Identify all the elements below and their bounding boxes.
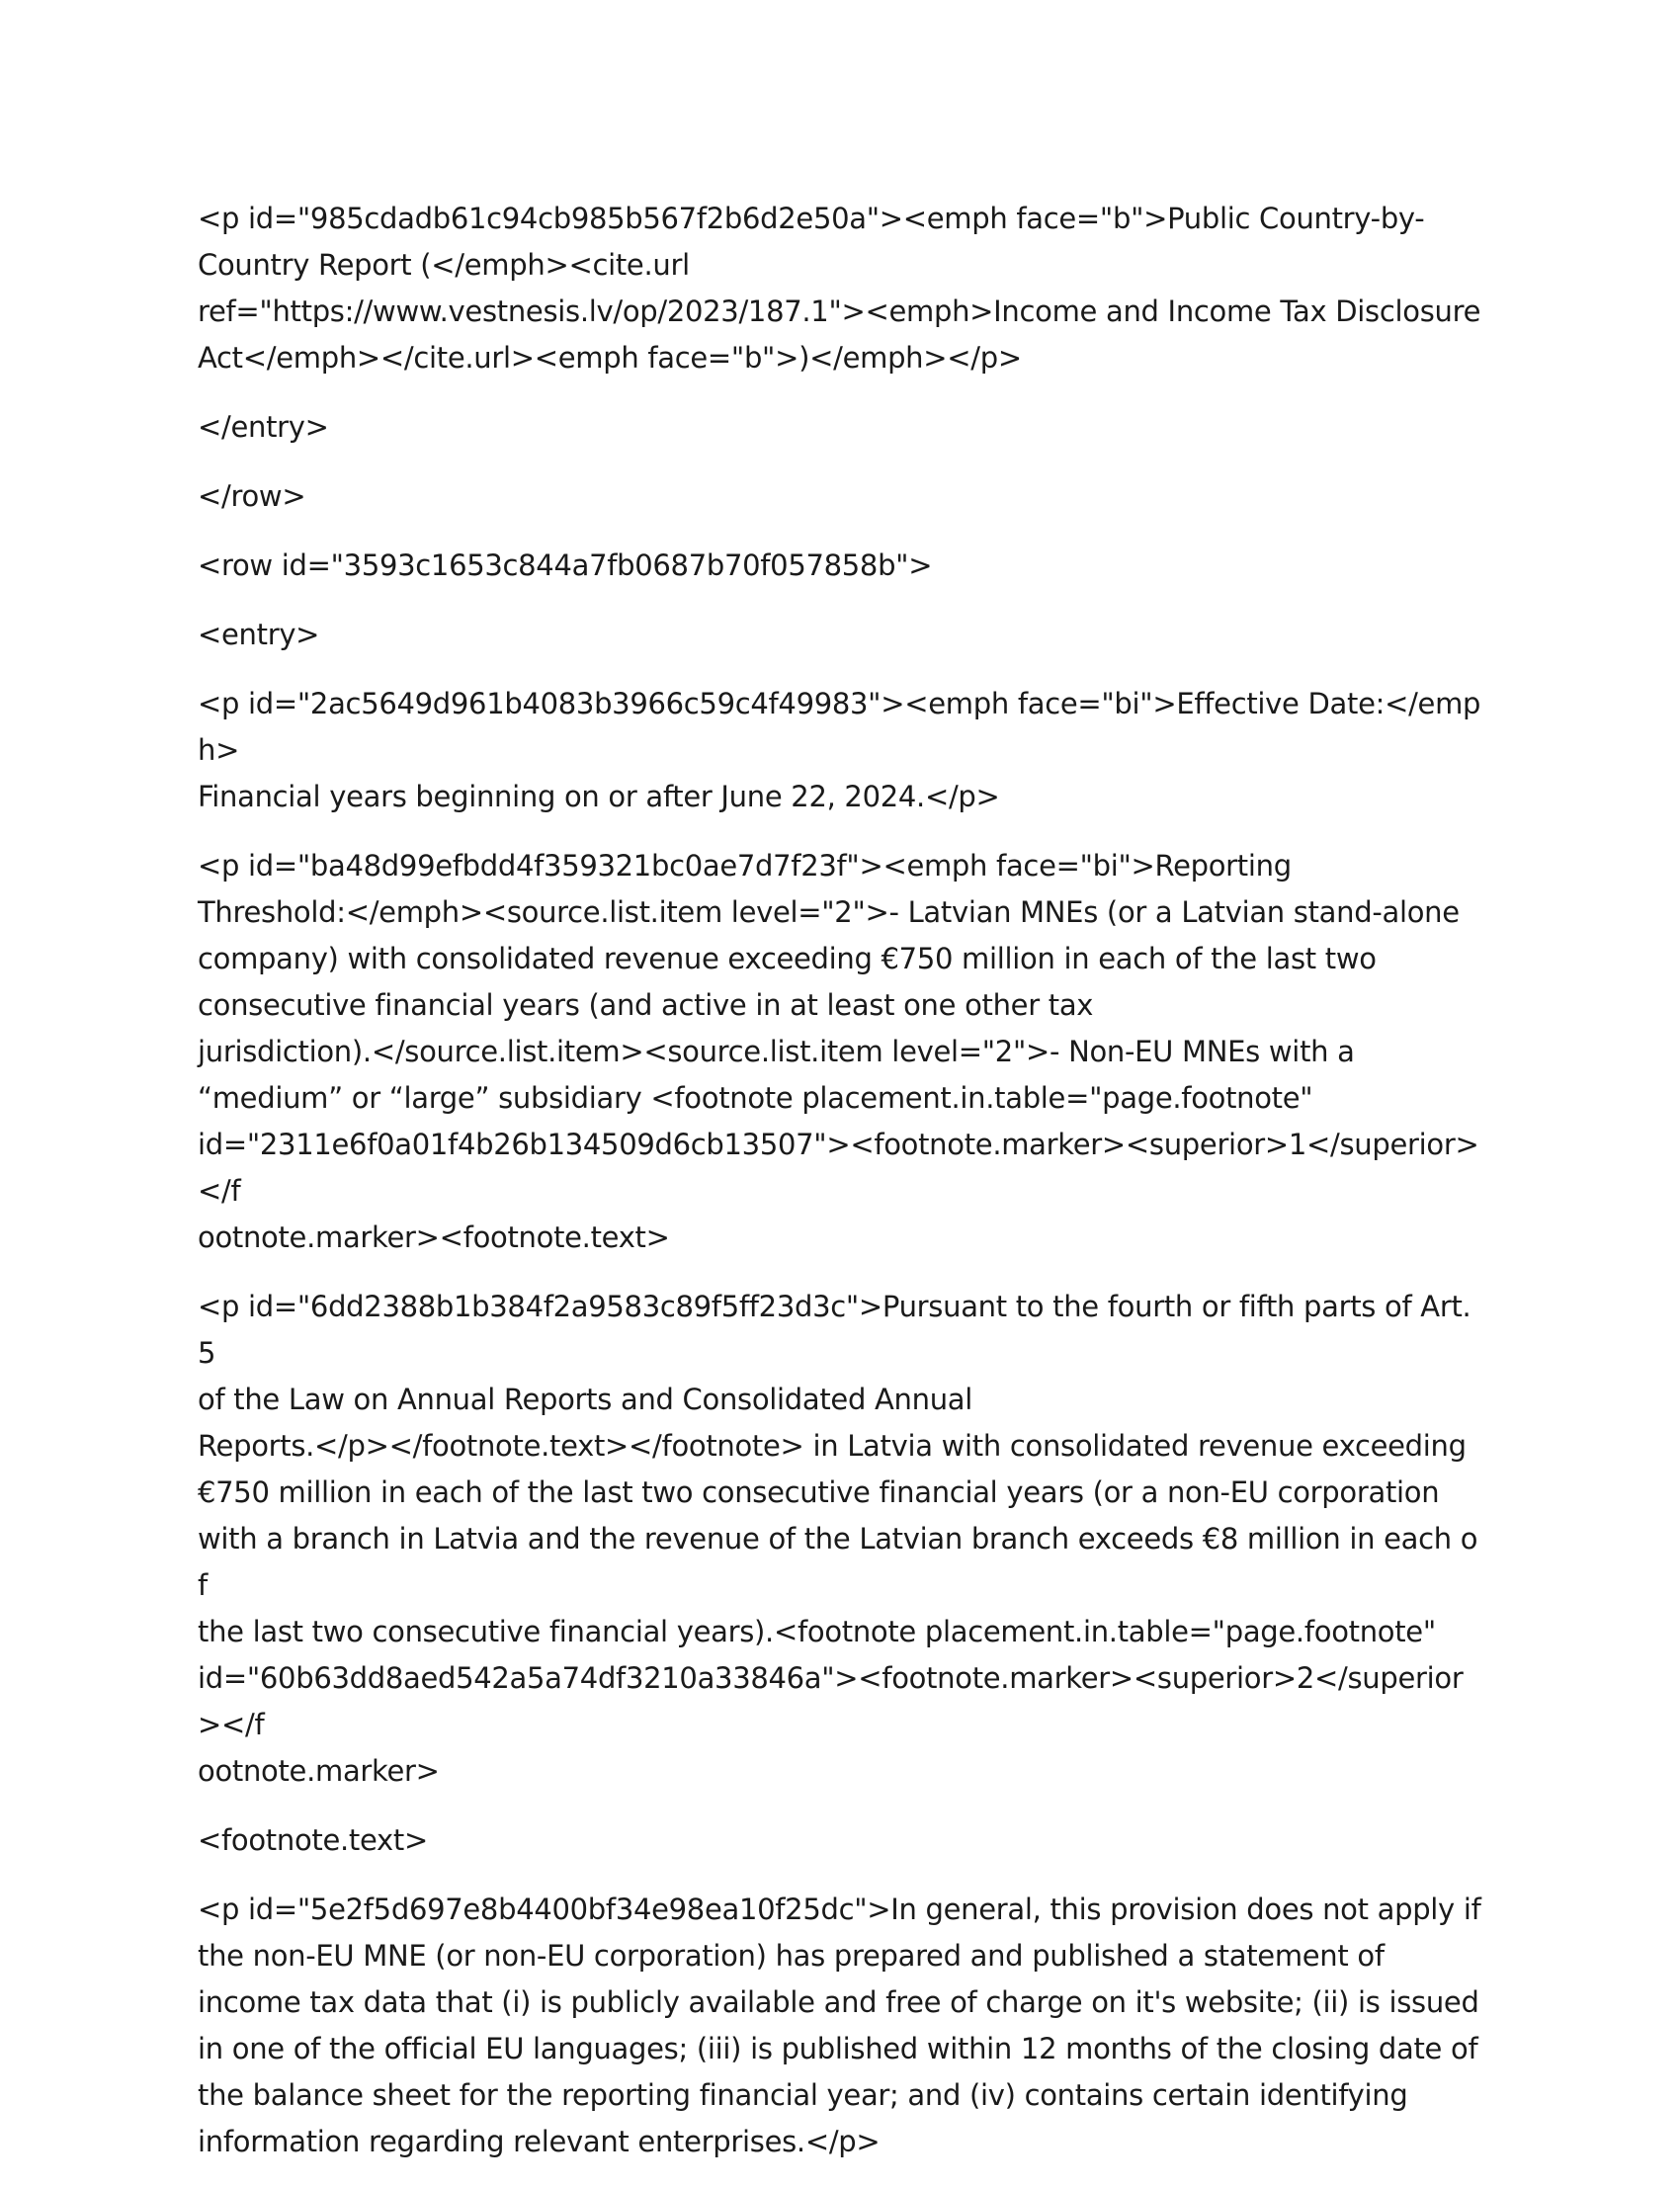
document-body <box>198 196 1482 2188</box>
paragraph-row-open: <row id="3593c1653c844a7fb0687b70f057858b"> <box>198 548 933 582</box>
paragraph-effective-date: <p id="2ac5649d961b4083b3966c59c4f49983"><emph face="bi">Effective Date:</emph> Financial years beginning on or after June 22, 2024.</p> <box>198 687 1481 813</box>
paragraph-footnote-2-text: <p id="5e2f5d697e8b4400bf34e98ea10f25dc">In general, this provision does not apply if the non-EU MNE (or non-EU corporation) has prepared and published a statement of income tax data that (i) is publicly available and free of charge on it's website; (ii) is issued in one of the official EU languages; (iii) is published within 12 months of the closing date of the balance sheet for the reporting financial year; and (iv) contains certain identifying information regarding relevant enterprises.</p> <box>198 1893 1481 2158</box>
paragraph-footnote-1-text: <p id="6dd2388b1b384f2a9583c89f5ff23d3c">Pursuant to the fourth or fifth parts of Art. 5 of the Law on Annual Reports and Consolidated Annual Reports.</p></footnote.text></footnote> in Latvia with consolidated revenue exceeding €750 million in each of the last two consecutive financial years (or a non-EU corporation with a branch in Latvia and the revenue of the Latvian branch exceeds €8 million in each of the last two consecutive financial years).<footnote placement.in.table="page.footnote" id="60b63dd8aed542a5a74df3210a33846a"><footnote.marker><superior>2</superior></f ootnote.marker> <box>198 1290 1478 1788</box>
paragraph-reporting-threshold: <p id="ba48d99efbdd4f359321bc0ae7d7f23f"><emph face="bi">Reporting Threshold:</emph><source.list.item level="2">- Latvian MNEs (or a Latvian stand-alone company) with consolidated revenue exceeding €750 million in each of the last two consecutive financial years (and active in at least one other tax jurisdiction).</source.list.item><source.list.item level="2">- Non-EU MNEs with a “medium” or “large” subsidiary <footnote placement.in.table="page.footnote" id="2311e6f0a01f4b26b134509d6cb13507"><footnote.marker><superior>1</superior></f ootnote.marker><footnote.text> <box>198 849 1479 1254</box>
paragraph-footnote-text-open: <footnote.text> <box>198 1823 428 1857</box>
paragraph-entry-open: <entry> <box>198 618 320 651</box>
paragraph-entry-close: </entry> <box>198 410 329 444</box>
paragraph-report-title: <p id="985cdadb61c94cb985b567f2b6d2e50a"><emph face="b">Public Country-by- Country Report (</emph><cite.url ref="https://www.vestnesis.lv/op/2023/187.1"><emph>Income and Income Tax Disclosure Act</emph></cite.url><emph face="b">)</emph></p> <box>198 202 1481 375</box>
paragraph-row-close: </row> <box>198 479 306 513</box>
